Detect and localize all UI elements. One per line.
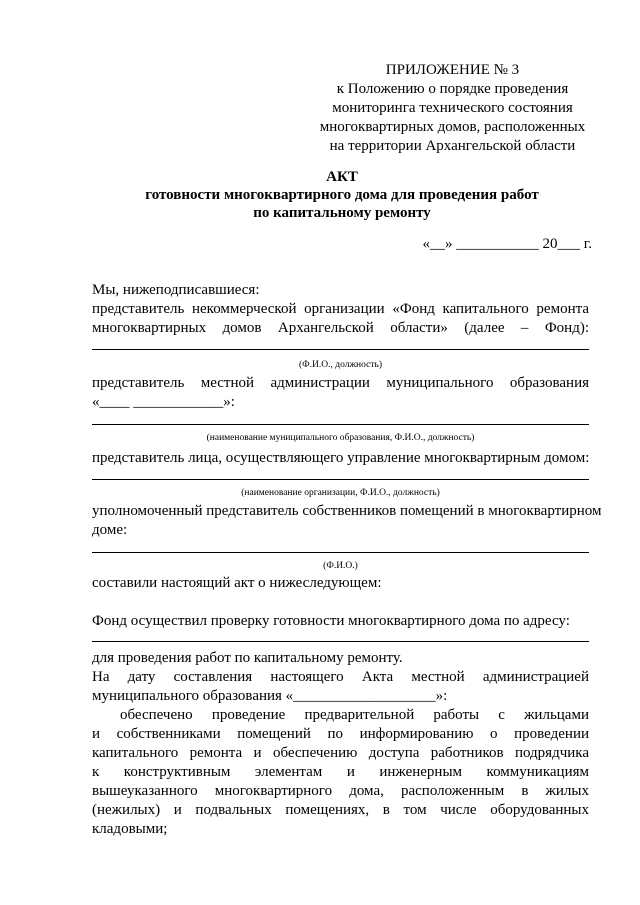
paragraph-line: капитального ремонта и обеспечению доступа работников подрядчика [92, 745, 589, 761]
paragraph-line: и собственниками помещений по информированию о проведении [92, 726, 589, 742]
caption-fio: (Ф.И.О.) [323, 561, 358, 571]
fill-line [92, 424, 589, 425]
compiled-text: составили настоящий акт о нижеследующем: [92, 575, 382, 591]
paragraph-line: (нежилых) и подвальных помещениях, в том числе оборудованных [92, 802, 589, 818]
fund-rep-text-2: многоквартирных домов Архангельской области» (далее – Фонд): [92, 320, 589, 336]
fund-rep-text-1: представитель некоммерческой организации «Фонд капитального ремонта [92, 301, 589, 317]
paragraph-line: кладовыми; [92, 821, 168, 837]
act-title-line: по капитальному ремонту [253, 205, 431, 221]
caption-org: (наименование организации, Ф.И.О., должность) [241, 488, 440, 498]
fill-line [92, 641, 589, 642]
appendix-header [305, 61, 600, 156]
admin-rep-text-2: «____ ____________»: [92, 394, 235, 410]
intro-text: Мы, нижеподписавшиеся: [92, 282, 260, 298]
on-date-text-2: муниципального образования «___________________»: [92, 688, 448, 704]
paragraph-line: к конструктивным элементам и инженерным коммуникациям [92, 764, 589, 780]
date-line: «__» ___________ 20___ г. [422, 236, 592, 252]
admin-rep-text-1: представитель местной администрации муниципального образования [92, 375, 589, 391]
on-date-text-1: На дату составления настоящего Акта местной администрацией [92, 669, 589, 685]
act-title-line: готовности многоквартирного дома для проведения работ [145, 187, 539, 203]
appendix-line: на территории Архангельской области [329, 138, 576, 154]
caption-municipal: (наименование муниципального образования, Ф.И.О., должность) [206, 433, 475, 443]
fund-check-text: Фонд осуществил проверку готовности многоквартирного дома по адресу: [92, 613, 570, 629]
for-works-text: для проведения работ по капитальному ремонту. [92, 650, 403, 666]
caption-fio-position: (Ф.И.О., должность) [299, 360, 382, 370]
fill-line [92, 552, 589, 553]
act-title [92, 168, 592, 222]
act-title-word: АКТ [326, 169, 358, 185]
fill-line [92, 479, 589, 480]
appendix-title: ПРИЛОЖЕНИЕ № 3 [385, 62, 520, 78]
appendix-line: многоквартирных домов, расположенных [319, 119, 586, 135]
appendix-line: мониторинга технического состояния [332, 100, 573, 116]
fill-line [92, 349, 589, 350]
paragraph-line: обеспечено проведение предварительной работы с жильцами [120, 707, 589, 723]
manager-rep-text: представитель лица, осуществляющего управление многоквартирным домом: [92, 450, 590, 466]
paragraph-line: вышеуказанного многоквартирного дома, расположенным в жилых [92, 783, 589, 799]
owners-rep-text-2: доме: [92, 522, 128, 538]
owners-rep-text-1: уполномоченный представитель собственников помещений в многоквартирном [92, 503, 602, 519]
appendix-line: к Положению о порядке проведения [336, 81, 569, 97]
